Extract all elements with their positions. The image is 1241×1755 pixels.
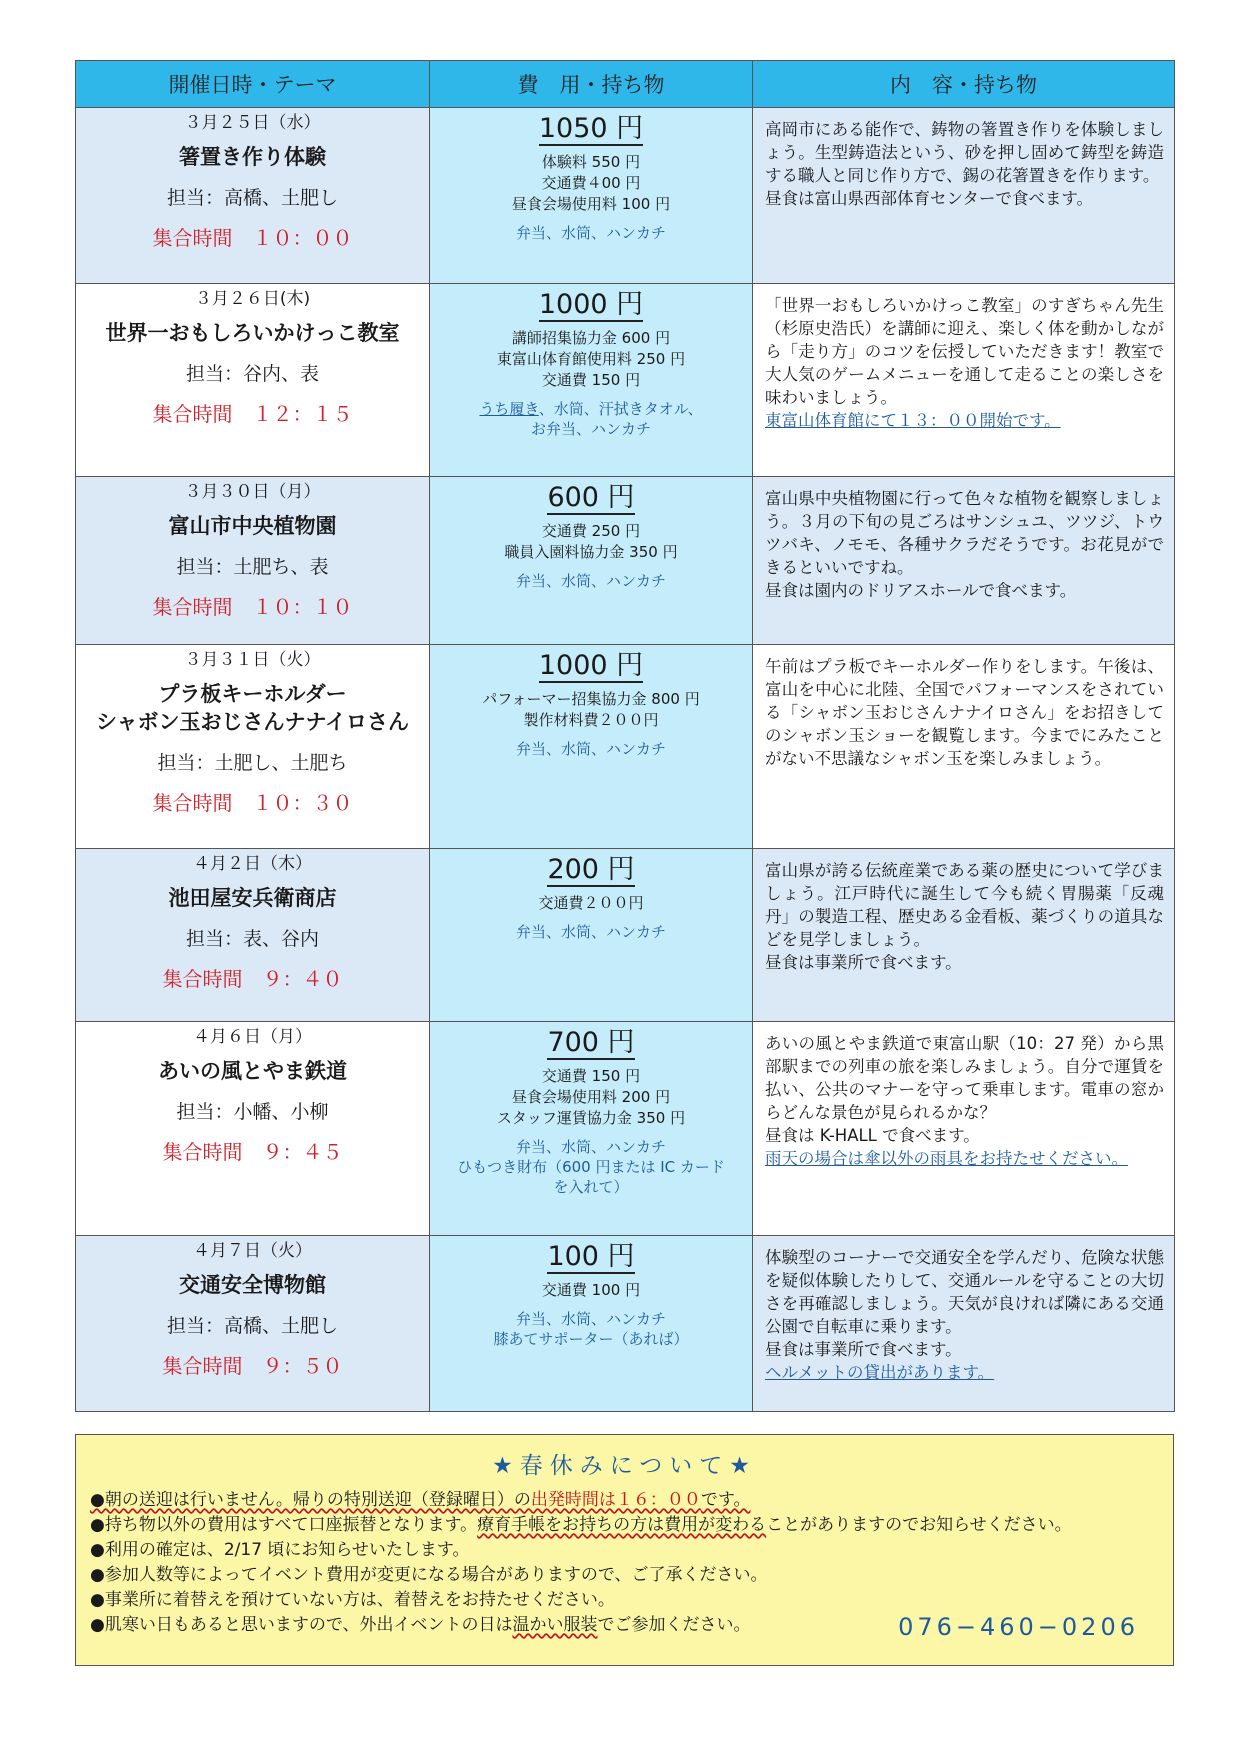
fee-line: スタッフ運賃協力金 350 円 (496, 1109, 686, 1127)
fee-line: 東富山体育館使用料 250 円 (496, 350, 686, 368)
event-date: ３月３０日（月） (184, 482, 321, 502)
fee-cell (430, 477, 753, 645)
event-theme-sub: シャボン玉おじさんナナイロさん (95, 710, 410, 734)
content-cell (753, 645, 1175, 849)
event-staff: 担当：高橋、土肥し (166, 1315, 338, 1337)
header-content: 内 容・持ち物 (753, 61, 1175, 108)
phone-number: 076−460−0206 (898, 1613, 1139, 1641)
event-staff: 担当：表、谷内 (185, 928, 319, 950)
notice-line: ●利用の確定は、2/17 頃にお知らせいたします。 (90, 1540, 470, 1560)
notice-line (76, 1513, 1173, 1538)
meeting-time: 集合時間 ９：５０ (162, 1354, 343, 1378)
event-price: 600 円 (547, 482, 635, 513)
fee-line: 職員入園料協力金 350 円 (504, 543, 678, 561)
content-cell (753, 477, 1175, 645)
fee-line: 交通費 100 円 (541, 1281, 641, 1299)
table-row (76, 849, 1175, 1022)
event-price: 700 円 (547, 1027, 635, 1058)
notice-line2b: 療育手帳をお持ちの方は費用が変わる (477, 1515, 767, 1535)
fee-line: 昼食会場使用料 100 円 (511, 195, 671, 213)
content-cell (753, 1022, 1175, 1236)
date-cell (76, 1236, 430, 1412)
meeting-time: 集合時間 １２：１５ (152, 402, 353, 426)
notice-title: ★春休みについて★ (492, 1453, 757, 1479)
event-description: 「世界一おもしろいかけっこ教室」のすぎちゃん先生（杉原史浩氏）を講師に迎え、楽しく体を動かしながら「走り方」のコツを伝授していただきます！教室で大人気のゲームメニューを通して走ることの楽しさを味わいましょう。 (765, 296, 1164, 407)
fee-line: 昼食会場使用料 200 円 (511, 1088, 671, 1106)
meeting-time: 集合時間 １０：１０ (152, 595, 353, 619)
table-row (76, 1022, 1175, 1236)
notice-line1c: です。 (700, 1490, 751, 1510)
notice-line6b: 温かい服装 (512, 1615, 598, 1635)
event-staff: 担当：土肥し、土肥ち (157, 752, 348, 774)
fee-line: 体験料 550 円 (541, 153, 641, 171)
fee-cell (430, 108, 753, 284)
event-description: あいの風とやま鉄道で東富山駅（10：27 発）から黒部駅までの列車の旅を楽しみましょう。自分で運賃を払い、公共のマナーを守って乗車します。電車の窓からどんな景色が見られるかな？ 昼食は K-HALL で食べます。 (765, 1034, 1164, 1145)
meeting-time: 集合時間 ９：４５ (162, 1140, 343, 1164)
date-cell (76, 284, 430, 477)
fee-line: 交通費 250 円 (541, 522, 641, 540)
table-header-row (76, 61, 1175, 108)
date-cell (76, 849, 430, 1022)
header-date-theme: 開催日時・テーマ (76, 61, 430, 108)
notice-line2a: ●持ち物以外の費用はすべて口座振替となります。 (90, 1515, 478, 1535)
event-date: ４月７日（火） (193, 1241, 312, 1261)
fee-cell (430, 849, 753, 1022)
content-cell (753, 849, 1175, 1022)
belongings: 弁当、水筒、ハンカチ (515, 224, 666, 242)
content-cell (753, 284, 1175, 477)
belongings-line1: 弁当、水筒、ハンカチ (515, 1138, 666, 1156)
event-staff: 担当：土肥ち、表 (176, 556, 329, 578)
event-note: ヘルメットの貸出があります。 (765, 1363, 995, 1382)
notice-line6a: ●肌寒い日もあると思いますので、外出イベントの日は (90, 1615, 513, 1635)
belongings (436, 1137, 746, 1197)
event-theme: 池田屋安兵衛商店 (168, 886, 337, 910)
date-cell (76, 1022, 430, 1236)
event-description: 体験型のコーナーで交通安全を学んだり、危険な状態を疑似体験したりして、交通ルールを守ることの大切さを再確認しましょう。天気が良ければ隣にある交通公園で自転車に乗ります。 昼食は事業所で食べます。 (765, 1248, 1164, 1359)
fee-cell (430, 1022, 753, 1236)
notice-line: ●参加人数等によってイベント費用が変更になる場合がありますので、ご了承ください。 (90, 1565, 768, 1585)
fee-line: 交通費４00 円 (541, 174, 641, 192)
event-price: 100 円 (547, 1241, 635, 1272)
fee-line: 交通費 150 円 (541, 371, 641, 389)
event-theme: 富山市中央植物園 (168, 514, 337, 538)
event-description: 高岡市にある能作で、鋳物の箸置き作りを体験しましょう。生型鋳造法という、砂を押し固めて鋳型を鋳造する職人と同じ作り方で、錫の花箸置きを作ります。 昼食は富山県西部体育センターで食べます。 (765, 120, 1164, 208)
belongings: 弁当、水筒、ハンカチ (515, 572, 666, 590)
event-staff: 担当：高橋、土肥し (166, 187, 338, 209)
meeting-time: 集合時間 １０：３０ (152, 791, 353, 815)
schedule-table (75, 60, 1175, 1412)
notice-line: ●事業所に着替えを預けていない方は、着替えをお持たせください。 (90, 1590, 615, 1610)
meeting-time: 集合時間 ９：４０ (162, 967, 343, 991)
notice-line1b: 出発時間は１６：００ (530, 1490, 701, 1510)
fee-line: 製作材料費２００円 (523, 711, 659, 729)
content-cell (753, 108, 1175, 284)
belongings: 弁当、水筒、ハンカチ (515, 923, 666, 941)
notice-line6c: でご参加ください。 (597, 1615, 751, 1635)
date-cell (76, 108, 430, 284)
notice-line2c: ことがありますのでお知らせください。 (766, 1515, 1072, 1535)
fee-line: パフォーマー招集協力金 800 円 (482, 690, 700, 708)
event-price: 1000 円 (538, 289, 644, 320)
event-date: ４月２日（木） (193, 854, 312, 874)
fee-cell (430, 284, 753, 477)
event-description-block (753, 284, 1174, 438)
event-description-block (753, 1022, 1174, 1176)
notice-line (76, 1488, 1173, 1513)
event-description: 富山県中央植物園に行って色々な植物を観察しましょう。３月の下旬の見ごろはサンシュユ、ツツジ、トウツバキ、ノモモ、各種サクラだそうです。お花見ができるといいですね。 昼食は園内のドリアスホールで食べます。 (765, 489, 1164, 600)
event-theme: 世界一おもしろいかけっこ教室 (105, 321, 400, 345)
event-price: 1000 円 (538, 650, 644, 681)
belongings (436, 1309, 746, 1349)
event-price: 1050 円 (538, 113, 644, 144)
event-theme: あいの風とやま鉄道 (158, 1059, 347, 1083)
belongings-line3: を入れて） (553, 1178, 629, 1196)
fee-line: 交通費２００円 (538, 894, 644, 912)
date-cell (76, 645, 430, 849)
event-date: ３月２６日(木) (194, 289, 311, 309)
spring-break-notice (75, 1434, 1174, 1666)
table-row (76, 645, 1175, 849)
meeting-time: 集合時間 １０：００ (152, 226, 353, 250)
event-note: 東富山体育館にて１３：００開始です。 (765, 411, 1061, 430)
content-cell (753, 1236, 1175, 1412)
event-theme: プラ板キーホルダー (158, 682, 347, 706)
belongings-line2: 膝あてサポーター（あれば） (493, 1330, 689, 1348)
fee-line: 交通費 150 円 (541, 1067, 641, 1085)
belongings: 弁当、水筒、ハンカチ (515, 740, 666, 758)
belongings-line1: 弁当、水筒、ハンカチ (515, 1310, 666, 1328)
event-note: 雨天の場合は傘以外の雨具をお持たせください。 (765, 1149, 1128, 1168)
event-price: 200 円 (547, 854, 635, 885)
event-theme: 箸置き作り体験 (179, 145, 326, 169)
notice-line1a: ●朝の送迎は行いません。帰りの特別送迎（登録曜日）の (90, 1490, 531, 1510)
event-date: ３月２５日（水） (184, 113, 321, 133)
belongings-rest: 、水筒、汗拭きタオル、 (538, 400, 703, 418)
belongings-underlined: うち履き (479, 400, 539, 418)
event-date: ３月３１日（火） (184, 650, 321, 670)
header-fee: 費 用・持ち物 (430, 61, 753, 108)
event-description: 富山県が誇る伝統産業である薬の歴史について学びましょう。江戸時代に誕生して今も続く胃腸薬「反魂丹」の製造工程、歴史ある金看板、薬づくりの道具などを見学しましょう。 昼食は事業所で食べます。 (765, 861, 1164, 972)
fee-cell (430, 645, 753, 849)
event-theme: 交通安全博物館 (179, 1273, 326, 1297)
event-staff: 担当：谷内、表 (185, 363, 319, 385)
table-row (76, 1236, 1175, 1412)
fee-cell (430, 1236, 753, 1412)
event-description: 午前はプラ板でキーホルダー作りをします。午後は、富山を中心に北陸、全国でパフォーマンスをされている「シャボン玉おじさんナナイロさん」をお招きしてのシャボン玉ショーを観覧します。今までにみたことがない不思議なシャボン玉を楽しみましょう。 (765, 657, 1164, 768)
event-date: ４月６日（月） (193, 1027, 312, 1047)
event-description-block (753, 1236, 1174, 1390)
date-cell (76, 477, 430, 645)
event-staff: 担当：小幡、小柳 (176, 1101, 329, 1123)
table-row (76, 108, 1175, 284)
belongings-line2: お弁当、ハンカチ (530, 420, 651, 438)
table-row (76, 477, 1175, 645)
belongings (436, 399, 746, 439)
table-row (76, 284, 1175, 477)
belongings-line2: ひもつき財布（600 円または IC カード (457, 1158, 725, 1176)
fee-line: 講師招集協力金 600 円 (511, 329, 671, 347)
